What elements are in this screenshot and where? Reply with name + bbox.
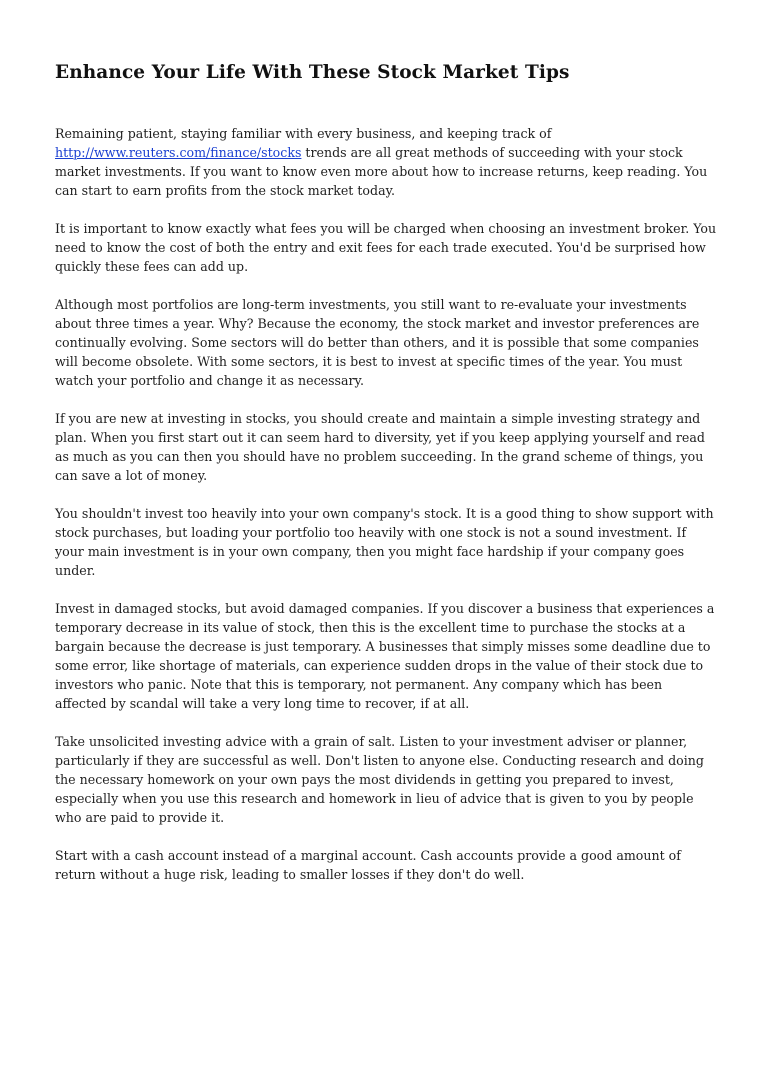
paragraph-1 xyxy=(55,124,717,200)
paragraph-6: Invest in damaged stocks, but avoid damaged companies. If you discover a business that experiences a temporary decrease in its value of stock, then this is the excellent time to purchase the stocks at a bargain because the decrease is just temporary. A businesses that simply misses some deadline due to some error, like shortage of materials, can experience sudden drops in the value of their stock due to investors who panic. Note that this is temporary, not permanent. Any company which has been affected by scandal will take a very long time to recover, if at all. xyxy=(55,601,715,711)
paragraph-1-text-before: Remaining patient, staying familiar with every business, and keeping track of xyxy=(55,126,552,141)
document-title: Enhance Your Life With These Stock Market Tips xyxy=(55,62,570,83)
reuters-stocks-link[interactable]: http://www.reuters.com/finance/stocks xyxy=(55,145,302,160)
paragraph-5: You shouldn't invest too heavily into your own company's stock. It is a good thing to show support with stock purchases, but loading your portfolio too heavily with one stock is not a sound investment. If your main investment is in your own company, then you might face hardship if your company goes under. xyxy=(55,506,714,578)
paragraph-2: It is important to know exactly what fees you will be charged when choosing an investment broker. You need to know the cost of both the entry and exit fees for each trade executed. You'd be surprised how quickly these fees can add up. xyxy=(55,221,717,274)
paragraph-7: Take unsolicited investing advice with a grain of salt. Listen to your investment adviser or planner, particularly if they are successful as well. Don't listen to anyone else. Conducting research and doing the necessary homework on your own pays the most dividends in getting you prepared to invest, especially when you use this research and homework in lieu of advice that is given to you by people who are paid to provide it. xyxy=(55,734,704,825)
paragraph-8: Start with a cash account instead of a marginal account. Cash accounts provide a good amount of return without a huge risk, leading to smaller losses if they don't do well. xyxy=(55,848,681,882)
document-page xyxy=(55,58,717,903)
paragraph-3: Although most portfolios are long-term investments, you still want to re-evaluate your investments about three times a year. Why? Because the economy, the stock market and investor preferences are continually evolving. Some sectors will do better than others, and it is possible that some companies will become obsolete. With some sectors, it is best to invest at specific times of the year. You must watch your portfolio and change it as necessary. xyxy=(55,297,700,388)
paragraph-1-text-after: trends are all great methods of succeeding with your stock market investments. If you want to know even more about how to increase returns, keep reading. You can start to earn profits from the stock market today. xyxy=(55,145,708,198)
paragraph-4: If you are new at investing in stocks, you should create and maintain a simple investing strategy and plan. When you first start out it can seem hard to diversity, yet if you keep applying yourself and read as much as you can then you should have no problem succeeding. In the grand scheme of things, you can save a lot of money. xyxy=(55,411,705,483)
